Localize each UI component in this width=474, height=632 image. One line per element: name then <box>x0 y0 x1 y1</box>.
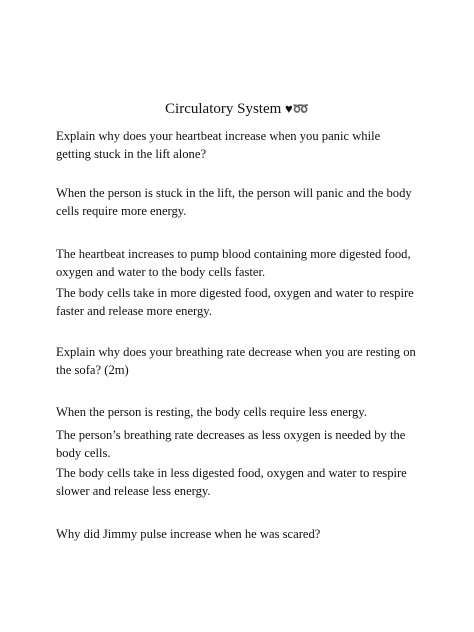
question-breathing: Explain why does your breathing rate decrease when you are resting on the sofa? (2m) <box>56 345 416 377</box>
answer-breathing-2: The person’s breathing rate decreases as less oxygen is needed by the body cells. <box>56 428 406 460</box>
title-text: Circulatory System <box>165 101 282 117</box>
answer-heartbeat-2: The heartbeat increases to pump blood containing more digested food, oxygen and water to the body cells faster. <box>56 247 411 279</box>
answer-breathing-1: When the person is resting, the body cells require less energy. <box>56 405 367 419</box>
question-jimmy-pulse: Why did Jimmy pulse increase when he was scared? <box>56 527 321 541</box>
answer-breathing-3: The body cells take in less digested food, oxygen and water to respire slower and release less energy. <box>56 466 407 498</box>
question-heartbeat: Explain why does your heartbeat increase when you panic while getting stuck in the lift alone? <box>56 129 381 161</box>
heart-emoji-icon: ♥➿ <box>285 101 309 116</box>
answer-heartbeat-1: When the person is stuck in the lift, the person will panic and the body cells require more energy. <box>56 186 412 218</box>
answer-heartbeat-3: The body cells take in more digested food, oxygen and water to respire faster and release more energy. <box>56 286 414 318</box>
page-title <box>0 100 474 118</box>
